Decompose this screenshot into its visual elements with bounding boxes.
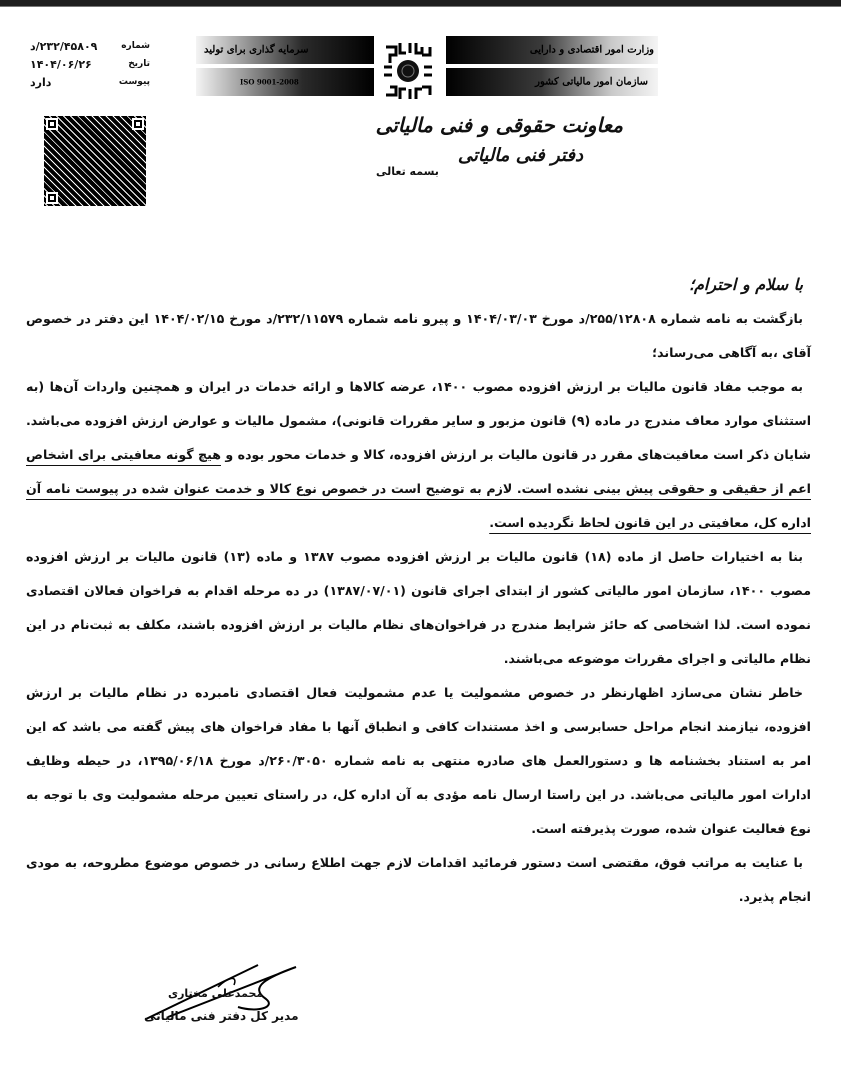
meta-attachment-label: پیوست [118, 77, 150, 87]
meta-date-label: تاریخ [128, 59, 150, 69]
meta-attachment [30, 73, 150, 91]
highlight-sentence: در این راستا ارسال نامه مؤدی به آن اداره کل، در راستای تعیین مرحله مشمولیت وی با توجه به نوع فعالیت عنوان شده، صورت پذیرفته است. [26, 787, 811, 836]
office-title: دفتر فنی مالیاتی [457, 145, 583, 166]
paragraph-law [26, 370, 811, 540]
ministry-text: وزارت امور اقتصادی و دارایی [529, 44, 654, 56]
organization-banner [446, 68, 658, 96]
deputy-title: معاونت حقوقی و فنی مالیاتی [375, 113, 623, 137]
qr-code-icon [44, 116, 146, 206]
slogan-banner [196, 36, 374, 64]
tax-organization-emblem-icon [378, 37, 438, 105]
signatory-title: مدیر کل دفتر فنی مالیاتی [144, 1009, 299, 1023]
bismillah: بسمه تعالی [376, 165, 439, 178]
paragraph-authority: بنا به اختیارات حاصل از ماده (۱۸) قانون مالیات بر ارزش افزوده مصوب ۱۳۸۷ و ماده (۱۳) قانون مالیات بر ارزش افزوده مصوب ۱۴۰۰، سازمان امور مالیاتی کشور از ابتدای اجرای قانون (۱۳۸۷/۰۷/۰۱) در ده مرحله اقدام به فراخوان فعالان اقتصادی نموده است. لذا اشخاصی که حائز شرایط مندرج در فراخوان‌های نظام مالیات بر ارزش افزوده باشند، مکلف به ثبت‌نام در این نظام مالیاتی و اجرای مقررات موضوعه می‌باشند. [26, 549, 811, 666]
paragraph-reference: بازگشت به نامه شماره ۲۵۵/۱۲۸۰۸/د مورخ ۱۴۰۴/۰۳/۰۳ و پیرو نامه شماره ۲۳۲/۱۱۵۷۹/د مورخ ۱۴۰۴/۰۲/۱۵ این دفتر در خصوص آقای ،به آگاهی می‌رساند؛ [26, 311, 811, 360]
ministry-banner [446, 36, 658, 64]
iso-banner [196, 68, 374, 96]
paragraph-audit-text: خاطر نشان می‌سازد اظهارنظر در خصوص مشمولیت یا عدم مشمولیت فعال اقتصادی نامبرده در نظام مالیات بر ارزش افزوده، نیازمند انجام مراحل حسابرسی و اخذ مستندات کافی و انطباق آنها با مفاد فراخوان های پیش گفته می باشد که این امر به استناد بخشنامه ها و دستورالعمل های صادره منتهی به نامه شماره ۲۶۰/۳۰۵۰/د مورخ ۱۳۹۵/۰۶/۱۸، در حیطه وظایف ادارات امور مالیاتی می‌باشد. [26, 685, 812, 802]
meta-date [30, 55, 150, 73]
paragraph-law-text: به موجب مفاد قانون مالیات بر ارزش افزوده مصوب ۱۴۰۰، عرضه کالاها و ارائه خدمات در ایران و همچنین واردات آن‌ها (به استثنای موارد معاف مندرج در ماده (۹) قانون مزبور و سایر مقررات قانونی)، مشمول مالیات و عوارض ارزش افزوده می‌باشد. شایان ذکر است معافیت‌های مقرر در قانون مالیات بر ارزش افزوده، کالا و خدمات محور بوده و [26, 379, 812, 462]
qr-finder [46, 192, 58, 204]
signatory-name: محمدعلی مختاری [168, 987, 264, 1000]
greeting: با سلام و احترام؛ [688, 275, 803, 294]
meta-date-value: ۱۴۰۴/۰۶/۲۶ [30, 57, 92, 71]
slogan-text: سرمایه گذاری برای تولید [204, 44, 309, 56]
meta-number [30, 37, 150, 55]
paragraph-request: با عنایت به مراتب فوق، مقتضی است دستور فرمائید اقدامات لازم جهت اطلاع رسانی در خصوص موضوع مطروحه، به مودی انجام پذیرد. [26, 855, 811, 904]
meta-attachment-value: دارد [30, 75, 52, 89]
letter-meta [30, 37, 150, 91]
paragraph-audit [26, 676, 811, 846]
organization-text: سازمان امور مالیاتی کشور [535, 76, 648, 88]
iso-text: ISO 9001-2008 [240, 77, 299, 87]
letter-page [0, 7, 841, 1080]
qr-finder [46, 118, 58, 130]
letter-body [26, 275, 811, 914]
qr-finder [132, 118, 144, 130]
top-bar [0, 0, 841, 7]
meta-number-value: ۲۳۲/۴۵۸۰۹/د [30, 39, 98, 53]
underlined-note: هیچ گونه معافیتی برای اشخاص اعم از حقیقی و حقوقی پیش بینی نشده است. لازم به توضیح است در خصوص نوع کالا و خدمت عنوان شده در پیوست نامه آن اداره کل، معافیتی در این قانون لحاظ نگردیده است. [26, 447, 811, 530]
signature-block [138, 957, 308, 1047]
meta-number-label: شماره [121, 41, 150, 51]
